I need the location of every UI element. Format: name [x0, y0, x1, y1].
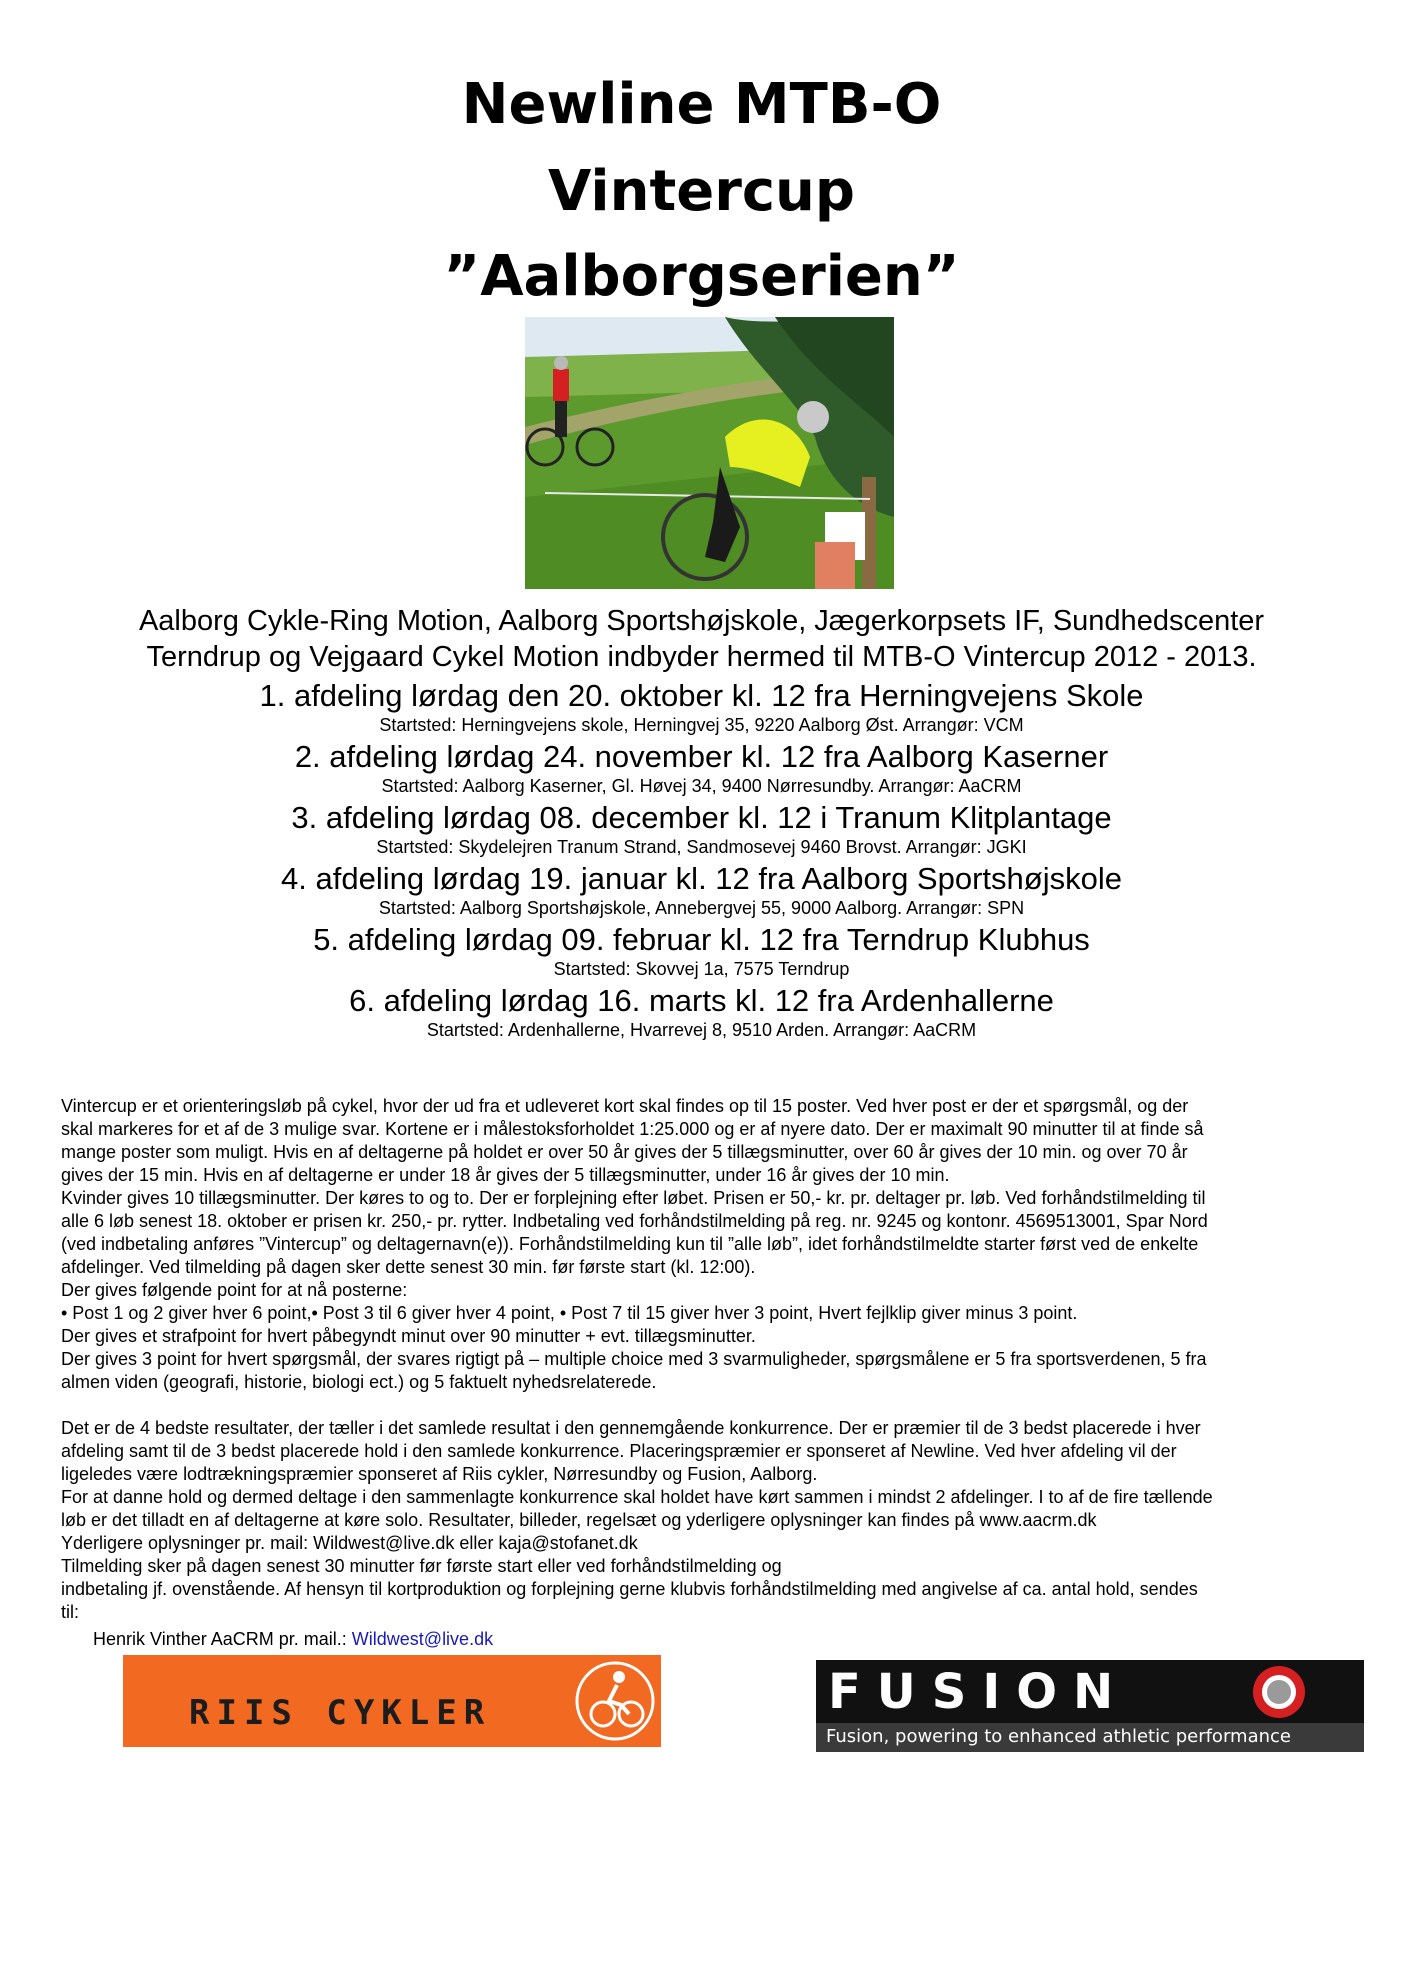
stage-4-title: 4. afdeling lørdag 19. januar kl. 12 fra Aalborg Sportshøjskole [281, 861, 1122, 896]
results-line: ligeledes være lodtrækningspræmier sponseret af Riis cykler, Nørresundby og Fusion, Aalborg. [61, 1464, 818, 1484]
stage-1-title: 1. afdeling lørdag den 20. oktober kl. 12 fra Herningvejens Skole [259, 678, 1144, 713]
rules-line: Vintercup er et orienteringsløb på cykel, hvor der ud fra et udleveret kort skal findes op til 15 poster. Ved hver post er der et spørgsmål, og der [61, 1096, 1189, 1116]
rules-line: alle 6 løb senest 18. oktober er prisen kr. 250,- pr. rytter. Indbetaling ved forhåndstilmelding på reg. nr. 9245 og kontonr. 4569513001, Spar Nord [61, 1211, 1208, 1231]
stage-5-startsted: Startsted: Skovvej 1a, 7575 Terndrup [553, 959, 850, 979]
stage-2-startsted: Startsted: Aalborg Kaserner, Gl. Høvej 34, 9400 Nørresundby. Arrangør: AaCRM [381, 776, 1022, 796]
cyclist-photo [525, 317, 894, 589]
fusion-wordmark: FUSION [828, 1664, 1130, 1720]
rules-line: Kvinder gives 10 tillægsminutter. Der køres to og to. Der er forplejning efter løbet. Prisen er 50,- kr. pr. deltager pr. løb. Ved forhåndstilmelding til [61, 1188, 1206, 1208]
results-line: indbetaling jf. ovenstående. Af hensyn til kortproduktion og forplejning gerne klubvis forhåndstilmelding med angivelse af ca. antal hold, sendes [61, 1579, 1198, 1599]
fusion-logo [816, 1660, 1364, 1752]
fusion-tagline: Fusion, powering to enhanced athletic performance [826, 1726, 1291, 1747]
rules-line: (ved indbetaling anføres ”Vintercup” og deltagernavn(e)). Forhåndstilmelding kun til ”alle løb”, idet forhåndstilmeldte starter først ved de enkelte [61, 1234, 1199, 1254]
results-line: til: [61, 1602, 79, 1622]
riis-cykler-wordmark: RIIS CYKLER [189, 1693, 492, 1733]
riis-cykler-logo [123, 1655, 661, 1747]
rules-line: skal markeres for et af de 3 mulige svar. Kortene er i målestoksforholdet 1:25.000 og er af nyere dato. Der er maximalt 90 minutter til at finde så [61, 1119, 1204, 1139]
cyclist-emblem-icon [573, 1659, 657, 1743]
stage-1-startsted: Startsted: Herningvejens skole, Herningvej 35, 9220 Aalborg Øst. Arrangør: VCM [379, 715, 1024, 735]
title-line-1: Newline MTB-O [461, 72, 942, 137]
results-line: Det er de 4 bedste resultater, der tæller i det samlede resultat i den gennemgående konkurrence. Der er præmier til de 3 bedst placerede i hver [61, 1418, 1201, 1438]
rules-text [61, 1095, 1351, 1624]
gear-emblem-icon [1251, 1664, 1307, 1720]
results-line: løb er det tilladt en af deltagerne at køre solo. Resultater, billeder, regelsæt og yderligere oplysninger kan findes på www.aacrm.dk [61, 1510, 1097, 1530]
stage-3-startsted: Startsted: Skydelejren Tranum Strand, Sandmosevej 9460 Brovst. Arrangør: JGKI [376, 837, 1027, 857]
contact-line [93, 1628, 493, 1650]
stage-6-startsted: Startsted: Ardenhallerne, Hvarrevej 8, 9510 Arden. Arrangør: AaCRM [426, 1020, 977, 1040]
stage-3-title: 3. afdeling lørdag 08. december kl. 12 i Tranum Klitplantage [291, 800, 1112, 835]
stage-4-startsted: Startsted: Aalborg Sportshøjskole, Annebergvej 55, 9000 Aalborg. Arrangør: SPN [378, 898, 1025, 918]
stage-2-title: 2. afdeling lørdag 24. november kl. 12 fra Aalborg Kaserner [294, 739, 1109, 774]
contact-prefix: Henrik Vinther AaCRM pr. mail.: [93, 1629, 347, 1649]
contact-email-link[interactable]: Wildwest@live.dk [351, 1629, 494, 1649]
rules-line: Der gives følgende point for at nå posterne: [61, 1280, 408, 1300]
rules-line: Der gives et strafpoint for hvert påbegyndt minut over 90 minutter + evt. tillægsminutter. [61, 1326, 756, 1346]
results-line: Tilmelding sker på dagen senest 30 minutter før første start eller ved forhåndstilmelding og [61, 1556, 782, 1576]
stage-6-title: 6. afdeling lørdag 16. marts kl. 12 fra Ardenhallerne [349, 983, 1054, 1018]
results-line: afdeling samt til de 3 bedst placerede hold i den samlede konkurrence. Placeringspræmier er sponseret af Newline. Ved hver afdeling vil der [61, 1441, 1177, 1461]
intro-line-2: Terndrup og Vejgaard Cykel Motion indbyder hermed til MTB-O Vintercup 2012 - 2013. [146, 641, 1257, 673]
title-line-2: Vintercup [548, 159, 855, 224]
title-line-3: ”Aalborgserien” [443, 244, 960, 309]
rules-line: • Post 1 og 2 giver hver 6 point,• Post 3 til 6 giver hver 4 point, • Post 7 til 15 giver hver 3 point, Hvert fejlklip giver minus 3 point. [61, 1303, 1078, 1323]
rules-line: afdelinger. Ved tilmelding på dagen sker dette senest 30 min. før første start (kl. 12:00). [61, 1257, 756, 1277]
results-line: Yderligere oplysninger pr. mail: Wildwest@live.dk eller kaja@stofanet.dk [61, 1533, 638, 1553]
rules-line: almen viden (geografi, historie, biologi ect.) og 5 faktuelt nyhedsrelaterede. [61, 1372, 657, 1392]
results-line: For at danne hold og dermed deltage i den sammenlagte konkurrence skal holdet have kørt sammen i mindst 2 afdelinger. I to af de fire tællende [61, 1487, 1213, 1507]
rules-line: mange poster som muligt. Hvis en af deltagerne på holdet er over 50 år gives der 5 tillægsminutter, over 60 år gives der 10 min. og over 70 år [61, 1142, 1188, 1162]
rules-line: Der gives 3 point for hvert spørgsmål, der svares rigtigt på – multiple choice med 3 svarmuligheder, spørgsmålene er 5 fra sportsverdenen, 5 fra [61, 1349, 1207, 1369]
stage-5-title: 5. afdeling lørdag 09. februar kl. 12 fra Terndrup Klubhus [313, 922, 1090, 957]
rules-line: gives der 15 min. Hvis en af deltagerne er under 18 år gives der 5 tillægsminutter, under 16 år gives der 10 min. [61, 1165, 950, 1185]
intro-line-1: Aalborg Cykle-Ring Motion, Aalborg Sportshøjskole, Jægerkorpsets IF, Sundhedscenter [138, 605, 1265, 637]
